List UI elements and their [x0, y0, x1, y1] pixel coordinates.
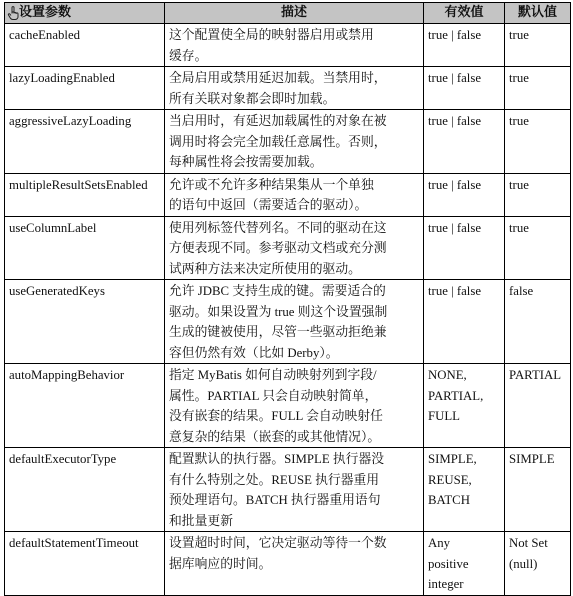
valid-values-line: integer	[428, 577, 464, 591]
table-row	[5, 216, 571, 280]
header-setting-name	[5, 3, 165, 24]
valid-values-line: true | false	[428, 220, 482, 235]
default-value-cell	[505, 24, 571, 67]
valid-values-cell	[424, 532, 505, 596]
default-value-line: (null)	[509, 556, 538, 571]
valid-values-cell	[424, 67, 505, 110]
description-cell	[165, 364, 424, 448]
valid-values-line: true | false	[428, 177, 482, 192]
table-row	[5, 364, 571, 448]
table-row	[5, 448, 571, 532]
table-body	[5, 24, 571, 596]
valid-values-cell	[424, 280, 505, 364]
default-value-line: false	[509, 284, 534, 298]
description-line: 生成的键被使用，尽管一些驱动拒绝兼	[169, 325, 387, 339]
description-line: 每种属性将会按需要加载。	[169, 155, 323, 169]
description-line: 允许或不允许多种结果集从一个单独	[169, 177, 374, 192]
valid-values-cell	[424, 110, 505, 174]
setting-name-cell: cacheEnabled	[5, 24, 165, 67]
table-row	[5, 110, 571, 174]
table-header	[5, 3, 571, 24]
valid-values-line: SIMPLE,	[428, 452, 477, 466]
setting-name-cell: multipleResultSetsEnabled	[5, 173, 165, 216]
table-row	[5, 24, 571, 67]
setting-name-cell: autoMappingBehavior	[5, 364, 165, 448]
description-cell	[165, 24, 424, 67]
default-value-cell	[505, 532, 571, 596]
valid-values-cell	[424, 216, 505, 280]
valid-values-cell	[424, 364, 505, 448]
settings-table	[4, 2, 571, 596]
setting-name-cell: lazyLoadingEnabled	[5, 67, 165, 110]
description-line: 缓存。	[169, 48, 208, 63]
table-row	[5, 280, 571, 364]
description-line: 设置超时时间，它决定驱动等待一个数	[169, 536, 387, 550]
table-row	[5, 532, 571, 596]
description-line: 驱动。如果设置为 true 则这个设置强制	[169, 304, 388, 319]
default-value-cell	[505, 216, 571, 280]
setting-name-cell: useGeneratedKeys	[5, 280, 165, 364]
description-line: 这个配置使全局的映射器启用或禁用	[169, 28, 374, 42]
valid-values-line: true | false	[428, 284, 482, 298]
description-line: 允许 JDBC 支持生成的键。需要适合的	[169, 284, 386, 298]
header-default-value: 默认值	[505, 3, 571, 24]
default-value-line: SIMPLE	[509, 452, 555, 466]
valid-values-line: true | false	[428, 28, 482, 42]
valid-values-line: Any	[428, 536, 451, 550]
default-value-line: true	[509, 28, 529, 42]
default-value-line: true	[509, 71, 529, 85]
valid-values-line: PARTIAL,	[428, 388, 484, 403]
header-valid-values: 有效值	[424, 3, 505, 24]
default-value-cell	[505, 110, 571, 174]
pointing-hand-icon	[7, 6, 21, 20]
description-line: 没有嵌套的结果。FULL 会自动映射任	[169, 409, 383, 423]
table-row	[5, 173, 571, 216]
valid-values-line: BATCH	[428, 493, 470, 507]
default-value-line: PARTIAL	[509, 368, 562, 382]
default-value-cell	[505, 67, 571, 110]
default-value-line: true	[509, 220, 529, 235]
valid-values-line: positive	[428, 556, 469, 571]
valid-values-line: REUSE,	[428, 472, 472, 487]
description-cell	[165, 173, 424, 216]
description-line: 当启用时，有延迟加载属性的对象在被	[169, 114, 387, 128]
valid-values-line: true | false	[428, 114, 482, 128]
header-row	[5, 3, 571, 24]
description-line: 试两种方法来决定所使用的驱动。	[169, 261, 361, 276]
description-cell	[165, 532, 424, 596]
table-row	[5, 67, 571, 110]
description-line: 指定 MyBatis 如何自动映射列到字段/	[169, 368, 377, 382]
setting-name-cell: defaultExecutorType	[5, 448, 165, 532]
header-name-label: 设置参数	[19, 5, 72, 20]
default-value-line: true	[509, 114, 529, 128]
setting-name-cell: aggressiveLazyLoading	[5, 110, 165, 174]
description-cell	[165, 110, 424, 174]
description-line: 据库响应的时间。	[169, 556, 272, 571]
default-value-cell	[505, 173, 571, 216]
description-line: 的语句中返回（需要适合的驱动）。	[169, 198, 368, 212]
description-line: 方便表现不同。参考驱动文档或充分测	[169, 241, 387, 255]
description-cell	[165, 216, 424, 280]
default-value-line: true	[509, 177, 529, 192]
valid-values-cell	[424, 24, 505, 67]
description-line: 预处理语句。BATCH 执行器重用语句	[169, 493, 381, 507]
default-value-cell	[505, 448, 571, 532]
description-line: 容但仍然有效（比如 Derby）。	[169, 345, 339, 360]
description-line: 意复杂的结果（嵌套的或其他情况）。	[169, 429, 381, 444]
default-value-cell	[505, 280, 571, 364]
valid-values-line: FULL	[428, 409, 460, 423]
description-line: 有什么特别之处。REUSE 执行器重用	[169, 472, 380, 487]
valid-values-cell	[424, 448, 505, 532]
valid-values-line: NONE,	[428, 368, 467, 382]
description-cell	[165, 280, 424, 364]
description-line: 属性。PARTIAL 只会自动映射简单，	[169, 388, 378, 403]
default-value-line: Not Set	[509, 536, 548, 550]
valid-values-cell	[424, 173, 505, 216]
description-line: 配置默认的执行器。SIMPLE 执行器没	[169, 452, 385, 466]
description-cell	[165, 448, 424, 532]
description-cell	[165, 67, 424, 110]
setting-name-cell: defaultStatementTimeout	[5, 532, 165, 596]
setting-name-cell: useColumnLabel	[5, 216, 165, 280]
description-line: 和批量更新	[169, 513, 233, 528]
description-line: 使用列标签代替列名。不同的驱动在这	[169, 220, 387, 235]
header-description: 描述	[165, 3, 424, 24]
description-line: 所有关联对象都会即时加载。	[169, 91, 336, 106]
description-line: 调用时将会完全加载任意属性。否则，	[169, 134, 387, 149]
valid-values-line: true | false	[428, 71, 482, 85]
default-value-cell	[505, 364, 571, 448]
description-line: 全局启用或禁用延迟加载。当禁用时，	[169, 71, 387, 85]
